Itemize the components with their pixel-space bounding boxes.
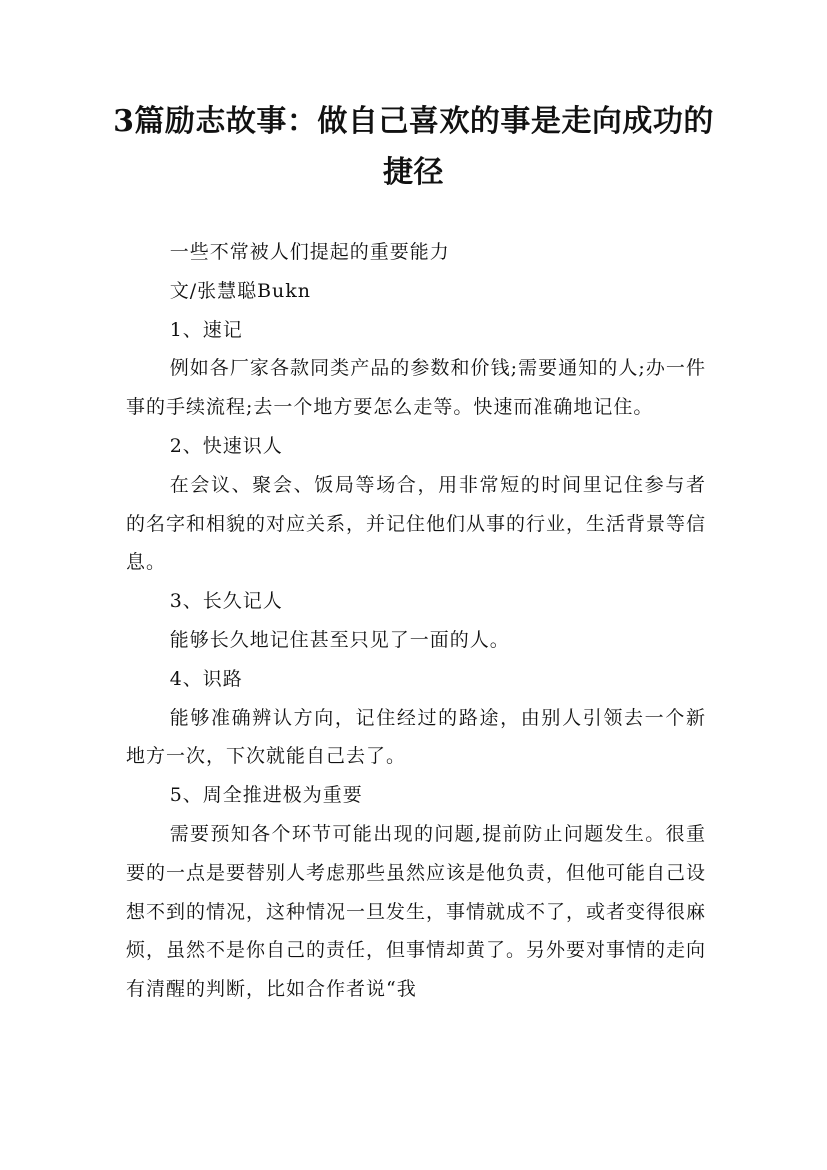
paragraph-text-5: 需要预知各个环节可能出现的问题,提前防止问题发生。很重要的一点是要替别人考虑那些虽然应该是他负责，但他可能自己设想不到的情况，这种情况一旦发生，事情就成不了，或者变得很麻烦，虽然不是你自己的责任，但事情却黄了。另外要对事情的走向有清醒的判断，比如合作者说“我 (126, 822, 707, 1001)
paragraph-heading-1: 1、速记 (169, 318, 243, 341)
paragraph-text-3: 能够长久地记住甚至只见了一面的人。 (169, 628, 510, 651)
document-body (126, 233, 706, 1009)
document-title: 3篇励志故事：做自己喜欢的事是走向成功的捷径 (113, 104, 714, 190)
paragraph-heading-3: 3、长久记人 (169, 590, 283, 613)
paragraph-text-4: 能够准确辨认方向，记住经过的路途，由别人引领去一个新地方一次，下次就能自己去了。 (126, 706, 706, 768)
paragraph-heading-4: 4、识路 (169, 667, 243, 690)
paragraph-heading-2: 2、快速识人 (169, 434, 283, 457)
paragraph-text-1: 例如各厂家各款同类产品的参数和价钱;需要通知的人;办一件事的手续流程;去一个地方要怎么走等。快速而准确地记住。 (126, 357, 706, 419)
paragraph-subtitle: 一些不常被人们提起的重要能力 (169, 241, 450, 263)
paragraph-heading-5: 5、周全推进极为重要 (169, 784, 363, 807)
paragraph-text-2: 在会议、聚会、饭局等场合，用非常短的时间里记住参与者的名字和相貌的对应关系，并记住他们从事的行业，生活背景等信息。 (126, 473, 707, 574)
paragraph-author: 文/张慧聪Bukn (169, 279, 312, 302)
